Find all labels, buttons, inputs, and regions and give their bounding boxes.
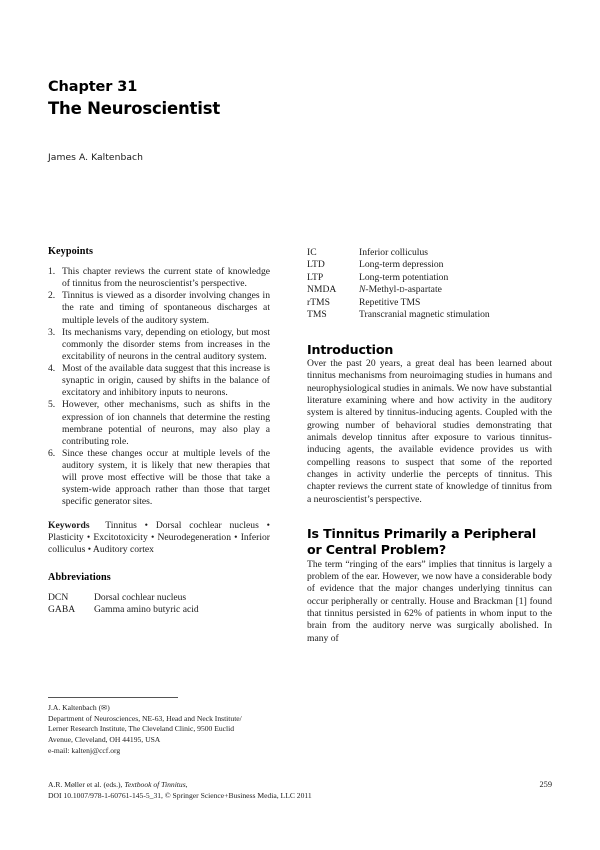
author-footnote xyxy=(48,697,303,756)
chapter-author: James A. Kaltenbach xyxy=(48,152,144,163)
keypoints-heading: Keypoints xyxy=(48,246,94,257)
list-item xyxy=(48,327,270,363)
section-heading-introduction: Introduction xyxy=(307,341,394,357)
page-number: 259 xyxy=(539,780,552,789)
keypoints-list xyxy=(48,266,270,509)
abbrev-term: DCN xyxy=(48,591,69,603)
abbrev-term: GABA xyxy=(48,604,76,616)
table-row xyxy=(307,247,490,259)
chapter-number: Chapter 31 xyxy=(48,79,138,95)
footnote-address-line3: Avenue, Cleveland, OH 44195, USA xyxy=(48,734,161,744)
abbreviations-table-left xyxy=(48,592,199,617)
list-item-number: 6. xyxy=(48,447,56,459)
footnote-rule xyxy=(48,697,178,698)
abbreviations-heading: Abbreviations xyxy=(48,571,111,583)
abbreviations-table-right xyxy=(307,247,490,322)
list-item-number: 3. xyxy=(48,326,56,338)
table-row xyxy=(48,604,199,616)
footer-editors: A.R. Møller et al. (eds.), xyxy=(48,780,125,789)
abbrev-term: NMDA xyxy=(307,284,337,296)
list-item-number: 1. xyxy=(48,266,56,277)
list-item xyxy=(48,290,270,326)
list-item-number: 4. xyxy=(48,363,56,374)
left-column xyxy=(48,246,270,617)
footer-doi-line: DOI 10.1007/978-1-60761-145-5_31, © Springer Science+Business Media, LLC 2011 xyxy=(48,790,312,800)
list-item-number: 2. xyxy=(48,290,56,302)
list-item xyxy=(48,448,270,509)
keywords-block xyxy=(48,520,270,557)
list-item xyxy=(48,363,270,399)
abbrev-def-italic: N xyxy=(359,284,366,296)
envelope-icon: ✉ xyxy=(101,704,108,712)
table-row xyxy=(307,272,490,284)
abbrev-term: LTD xyxy=(307,259,325,271)
footnote-email-label: e-mail: xyxy=(48,745,72,755)
table-row xyxy=(307,309,490,321)
footer-citation xyxy=(48,780,552,802)
abbrev-definition: Gamma amino butyric acid xyxy=(94,604,199,616)
abbrev-definition: Inferior colliculus xyxy=(359,247,428,258)
footnote-address-line2: Lerner Research Institute, The Cleveland Clinic, 9500 Euclid xyxy=(48,724,235,734)
section-heading-peripheral-central xyxy=(307,526,552,559)
list-item-text: Since these changes occur at multiple levels of the auditory system, it is likely that new therapies that will prove most effective will be those that take a system-wide approach rather than those that target specific generator sites. xyxy=(62,447,270,508)
keywords-label: Keywords xyxy=(48,519,90,531)
corresponding-author-mark: (✉) xyxy=(96,703,110,712)
list-item xyxy=(48,399,270,448)
footnote-email[interactable]: kaltenj@ccf.org xyxy=(71,745,121,755)
table-row xyxy=(307,297,490,309)
abbrev-def-part: -aspartate xyxy=(404,284,442,296)
footer-comma: , xyxy=(185,780,188,789)
abbrev-definition: Transcranial magnetic stimulation xyxy=(359,309,490,321)
abbrev-term: LTP xyxy=(307,271,324,283)
abbrev-def-smallcap: d xyxy=(399,284,405,296)
page-footer xyxy=(48,780,552,802)
chapter-heading-block xyxy=(48,78,448,119)
list-item-text: Most of the available data suggest that this increase is synaptic in origin, caused by shifts in the balance of excitatory and inhibitory inputs to neurons. xyxy=(62,363,270,399)
table-row xyxy=(307,259,490,271)
list-item-text: However, other mechanisms, such as shifts in the expression of ion channels that determine the resting membrane potential of neurons, may also play a contributing role. xyxy=(62,399,270,447)
list-item xyxy=(48,266,270,290)
table-row xyxy=(307,284,490,296)
section-body-peripheral-central: The term “ringing of the ears” implies that tinnitus is largely a problem of the ear. However, we now have a considerable body of evidence that the major changes underlying tinnitus can occur peripherally or centrally. House and Brackman [1] found that tinnitus persisted in 62% of patients in whom input to the brain from the auditory nerve was surgically abolished. In many of xyxy=(307,558,552,644)
table-row xyxy=(48,592,199,604)
abbrev-term: IC xyxy=(307,247,317,258)
section-heading-line2: or Central Problem? xyxy=(307,542,446,558)
section-body-introduction: Over the past 20 years, a great deal has been learned about tinnitus mechanisms from neuroimaging studies in humans and neurophysiological studies in animals. We now have substantial literature examining where and how activity in the auditory system is altered by tinnitus-inducing agents. Coupled with the growing number of behavioral studies demonstrating that animals develop tinnitus after exposure to various tinnitus-inducing agents, the available evidence provides us with compelling reasons to suspect that some of the reported changes in activity underlie the percepts of tinnitus. This chapter reviews the current state of knowledge of tinnitus from a neuroscientist’s perspective. xyxy=(307,358,552,505)
list-item-text: Its mechanisms vary, depending on etiology, but most commonly the disorder stems from increases in the excitability of neurons in the central auditory system. xyxy=(62,326,270,362)
footnote-address-line1: Department of Neurosciences, NE-63, Head and Neck Institute/ xyxy=(48,713,242,723)
abbrev-def-part: -Methyl- xyxy=(365,284,400,296)
abbrev-term: TMS xyxy=(307,309,327,321)
abbrev-definition: Long-term potentiation xyxy=(359,271,449,283)
abbrev-definition: Long-term depression xyxy=(359,259,444,271)
abbrev-definition: Repetitive TMS xyxy=(359,296,421,308)
abbrev-definition xyxy=(359,284,490,296)
list-item-number: 5. xyxy=(48,399,56,411)
footnote-text xyxy=(48,703,303,756)
list-item-text: This chapter reviews the current state of knowledge of tinnitus from the neuroscientist’s perspective. xyxy=(62,266,270,290)
right-column xyxy=(307,246,552,645)
footnote-author: J.A. Kaltenbach xyxy=(48,703,97,712)
footer-book-title: Textbook of Tinnitus xyxy=(124,780,186,789)
list-item-text: Tinnitus is viewed as a disorder involving changes in the rate and timing of spontaneous discharges at multiple levels of the auditory system. xyxy=(62,290,270,326)
abbrev-definition: Dorsal cochlear nucleus xyxy=(94,591,187,603)
abbrev-term: rTMS xyxy=(307,296,330,308)
keywords-text: Tinnitus • Dorsal cochlear nucleus • Plasticity • Excitotoxicity • Neurodegeneration • Inferior colliculus • Auditory cortex xyxy=(48,519,270,556)
section-heading-line1: Is Tinnitus Primarily a Peripheral xyxy=(307,525,537,541)
chapter-title: The Neuroscientist xyxy=(48,99,221,119)
